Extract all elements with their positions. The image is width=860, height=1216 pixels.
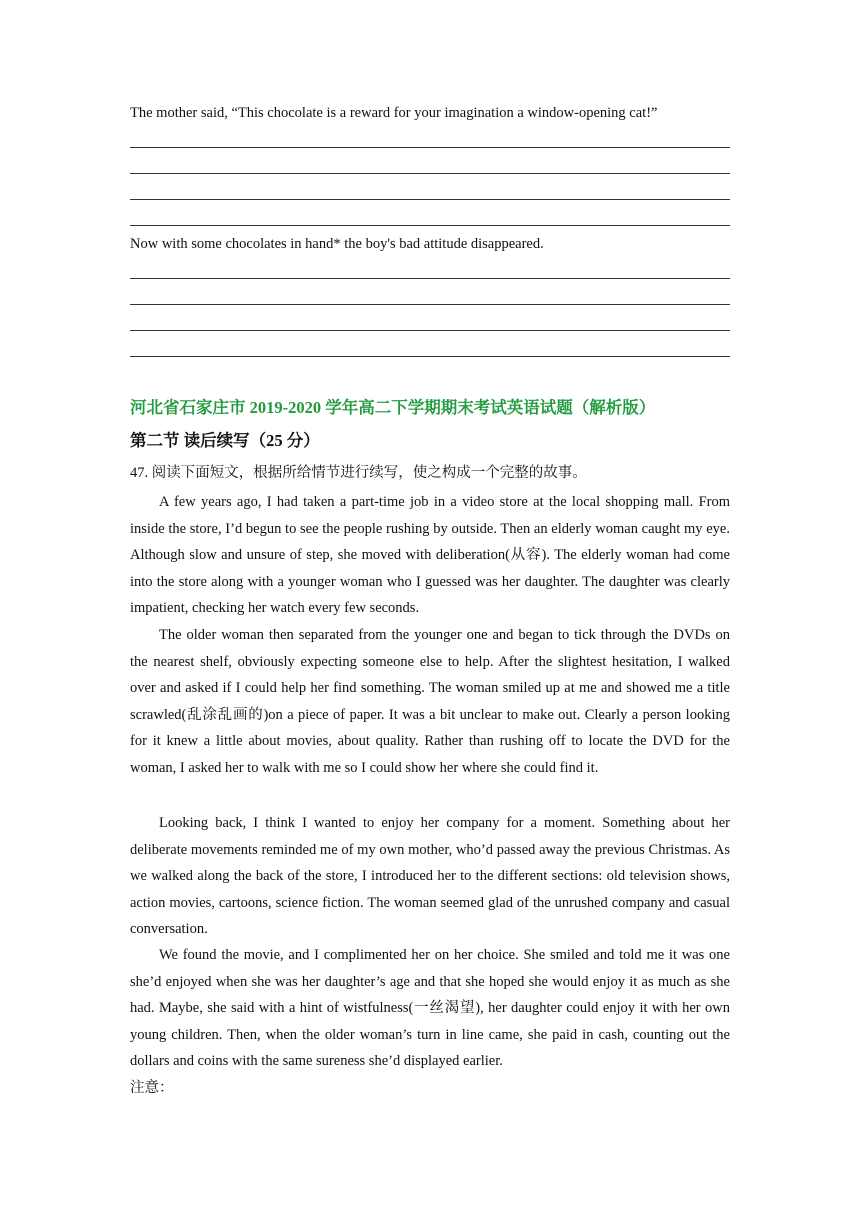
continuation-prompt-2: Now with some chocolates in hand* the boy's bad attitude disappeared.: [130, 236, 544, 252]
story-paragraph: We found the movie, and I complimented her on her choice. She smiled and told me it was one she’d enjoyed when she was her daughter’s age and that she hoped she would enjoy it as much as she had. Maybe, she said with a hint of wistfulness(一丝渴望), her daughter could enjoy it with her own young children. Then, when the older woman’s turn in line came, she paid in cash, counting out the dollars and coins with the same sureness she’d displayed earlier.: [130, 947, 730, 1069]
writing-line[interactable]: [130, 147, 730, 148]
story-paragraph: Looking back, I think I wanted to enjoy her company for a moment. Something about her deliberate movements reminded me of my own mother, who’d passed away the previous Christmas. As we walked along the back of the store, I introduced her to the different sections: old television shows, action movies, cartoons, science fiction. The woman seemed glad of the unrushed company and casual conversation.: [130, 815, 730, 937]
section-heading: 第二节 读后续写（25 分）: [130, 431, 320, 450]
continuation-prompt-1: The mother said, “This chocolate is a reward for your imagination a window-opening cat!”: [130, 105, 658, 121]
writing-line[interactable]: [130, 330, 730, 331]
writing-line[interactable]: [130, 356, 730, 357]
exam-title: 河北省石家庄市 2019-2020 学年高二下学期期末考试英语试题（解析版）: [130, 398, 656, 417]
writing-line[interactable]: [130, 199, 730, 200]
writing-line[interactable]: [130, 304, 730, 305]
writing-line[interactable]: [130, 278, 730, 279]
writing-line[interactable]: [130, 173, 730, 174]
question-instruction: 47. 阅读下面短文，根据所给情节进行续写，使之构成一个完整的故事。: [130, 465, 587, 481]
story-paragraph: The older woman then separated from the younger one and began to tick through the DVDs on the nearest shelf, obviously expecting someone else to help. After the slightest hesitation, I walked over and asked if I could help her find something. The woman smiled up at me and showed me a title scrawled(乱涂乱画的)on a piece of paper. It was a bit unclear to make out. Clearly a person looking for it knew a little about movies, about quality. Rather than rushing off to locate the DVD for the woman, I asked her to walk with me so I could show her where she could find it.: [130, 627, 730, 776]
writing-line[interactable]: [130, 225, 730, 226]
note-label: 注意：: [130, 1080, 174, 1096]
story-paragraph: A few years ago, I had taken a part-time job in a video store at the local shopping mall. From inside the store, I’d begun to see the people rushing by outside. Then an elderly woman caught my eye. Although slow and unsure of step, she moved with deliberation(从容). The elderly woman had come into the store along with a younger woman who I guessed was her daughter. The daughter was clearly impatient, checking her watch every few seconds.: [130, 494, 730, 616]
